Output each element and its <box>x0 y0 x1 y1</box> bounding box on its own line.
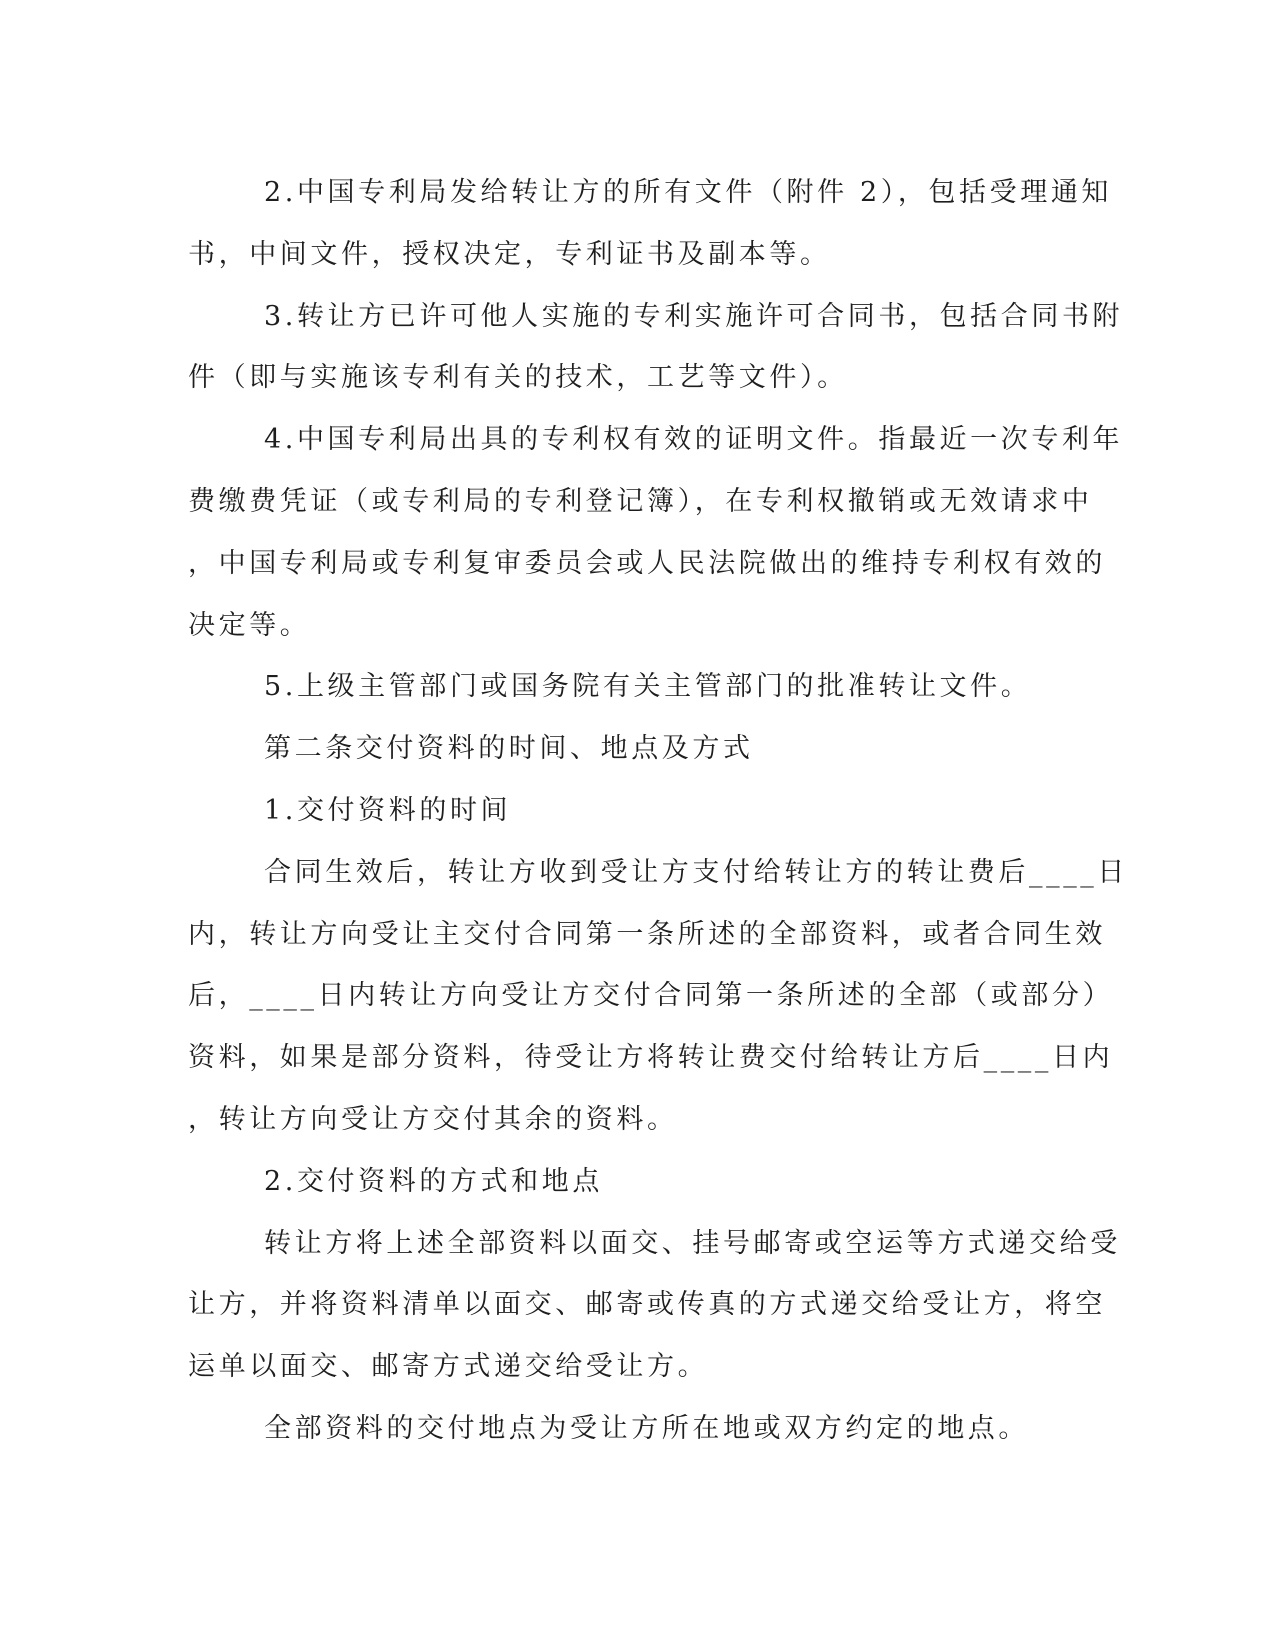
section-heading: 第二条交付资料的时间、地点及方式 <box>264 733 754 765</box>
text-line: 转让方将上述全部资料以面交、挂号邮寄或空运等方式递交给受 <box>264 1227 1121 1259</box>
text-line: 资料，如果是部分资料，待受让方将转让费交付给转让方后____日内 <box>188 1042 1114 1074</box>
text-line: 内，转让方向受让主交付合同第一条所述的全部资料，或者合同生效 <box>188 918 1106 950</box>
text-line: 3.转让方已许可他人实施的专利实施许可合同书，包括合同书附 <box>264 300 1124 332</box>
text-line: 合同生效后，转让方收到受让方支付给转让方的转让费后____日 <box>264 856 1128 888</box>
document-body <box>188 162 1128 1460</box>
subsection-heading: 1.交付资料的时间 <box>264 794 512 826</box>
subsection-heading: 2.交付资料的方式和地点 <box>264 1165 603 1197</box>
text-line: 2.中国专利局发给转让方的所有文件（附件 2），包括受理通知 <box>264 177 1113 208</box>
text-line: 件（即与实施该专利有关的技术，工艺等文件）。 <box>188 362 848 394</box>
text-line: 5.上级主管部门或国务院有关主管部门的批准转让文件。 <box>264 671 1032 703</box>
text-line: 运单以面交、邮寄方式递交给受让方。 <box>188 1351 709 1383</box>
text-line: 让方，并将资料清单以面交、邮寄或传真的方式递交给受让方，将空 <box>188 1289 1106 1321</box>
text-line: 后，____日内转让方向受让方交付合同第一条所述的全部（或部分） <box>188 980 1114 1012</box>
text-line: 书，中间文件，授权决定，专利证书及副本等。 <box>188 238 831 270</box>
text-line: ，中国专利局或专利复审委员会或人民法院做出的维持专利权有效的 <box>188 547 1106 579</box>
text-line: ，转让方向受让方交付其余的资料。 <box>188 1103 678 1135</box>
text-line: 全部资料的交付地点为受让方所在地或双方约定的地点。 <box>264 1412 1029 1444</box>
text-line: 4.中国专利局出具的专利权有效的证明文件。指最近一次专利年 <box>264 424 1124 456</box>
text-line: 费缴费凭证（或专利局的专利登记簿），在专利权撤销或无效请求中 <box>188 485 1093 517</box>
text-line: 决定等。 <box>188 609 311 641</box>
